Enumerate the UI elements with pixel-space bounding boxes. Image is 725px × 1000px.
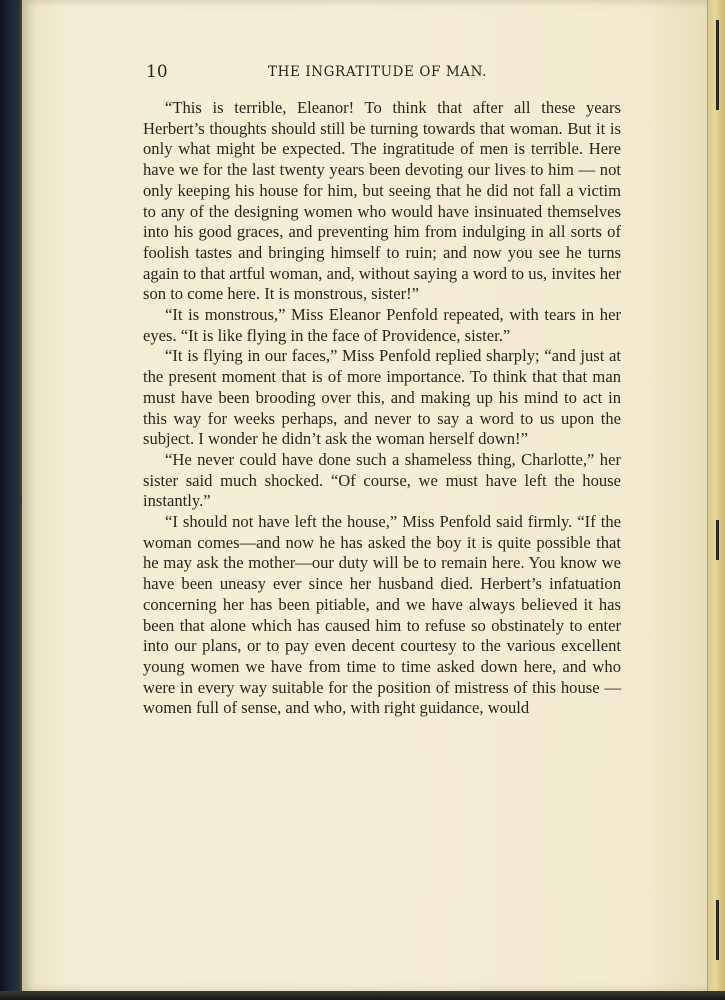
edge-mark <box>716 520 719 560</box>
paragraph: “This is terrible, Eleanor! To think that after all these years Herbert’s thoughts should still be turning towards that woman. But it is only what might be expected. The ingratitude of men is terrible. Here have we for the last twenty years been devoting our lives to him — not only keeping his house for him, but seeing that he did not fall a victim to any of the designing women who would have insinuated themselves into his good graces, and preventing him from indulging in all sorts of foolish tastes and bringing himself to ruin; and now you see he turns again to that artful woman, and, without saying a word to us, invites her son to come here. It is monstrous, sister!” <box>143 98 621 304</box>
page-edge <box>707 0 725 1000</box>
running-head: THE INGRATITUDE OF MAN. <box>268 64 488 80</box>
paragraph: “It is flying in our faces,” Miss Penfold replied sharply; “and just at the present moment that is of more importance. To think that that man must have been brooding over this, and making up his mind to act in this way for weeks perhaps, and never to say a word to us upon the subject. I wonder he didn’t ask the woman herself down!” <box>143 346 621 449</box>
paragraph: “I should not have left the house,” Miss Penfold said firmly. “If the woman comes—and now he has asked the boy it is quite possible that he may ask the mother—our duty will be to remain here. You know we have been uneasy ever since her husband died. Herbert’s infatuation concerning her has been pitiable, and we have always believed it has been that alone which has caused him to refuse so obstinately to enter into our plans, or to pay even decent courtesy to the various excellent young women we have from time to time asked down here, and who were in every way suitable for the position of mistress of this house —women full of sense, and who, with right guidance, would <box>143 512 621 718</box>
edge-mark <box>716 900 719 960</box>
page-number: 10 <box>146 62 168 82</box>
page-bottom-shadow <box>0 991 725 1000</box>
paragraph: “It is monstrous,” Miss Eleanor Penfold repeated, with tears in her eyes. “It is like flying in the face of Providence, sister.” <box>143 305 621 345</box>
page-header <box>146 62 622 86</box>
book-spine <box>0 0 22 1000</box>
edge-mark <box>716 20 719 110</box>
paragraph: “He never could have done such a shameless thing, Charlotte,” her sister said much shocked. “Of course, we must have left the house instantly.” <box>143 449 621 511</box>
body-text <box>143 98 621 719</box>
